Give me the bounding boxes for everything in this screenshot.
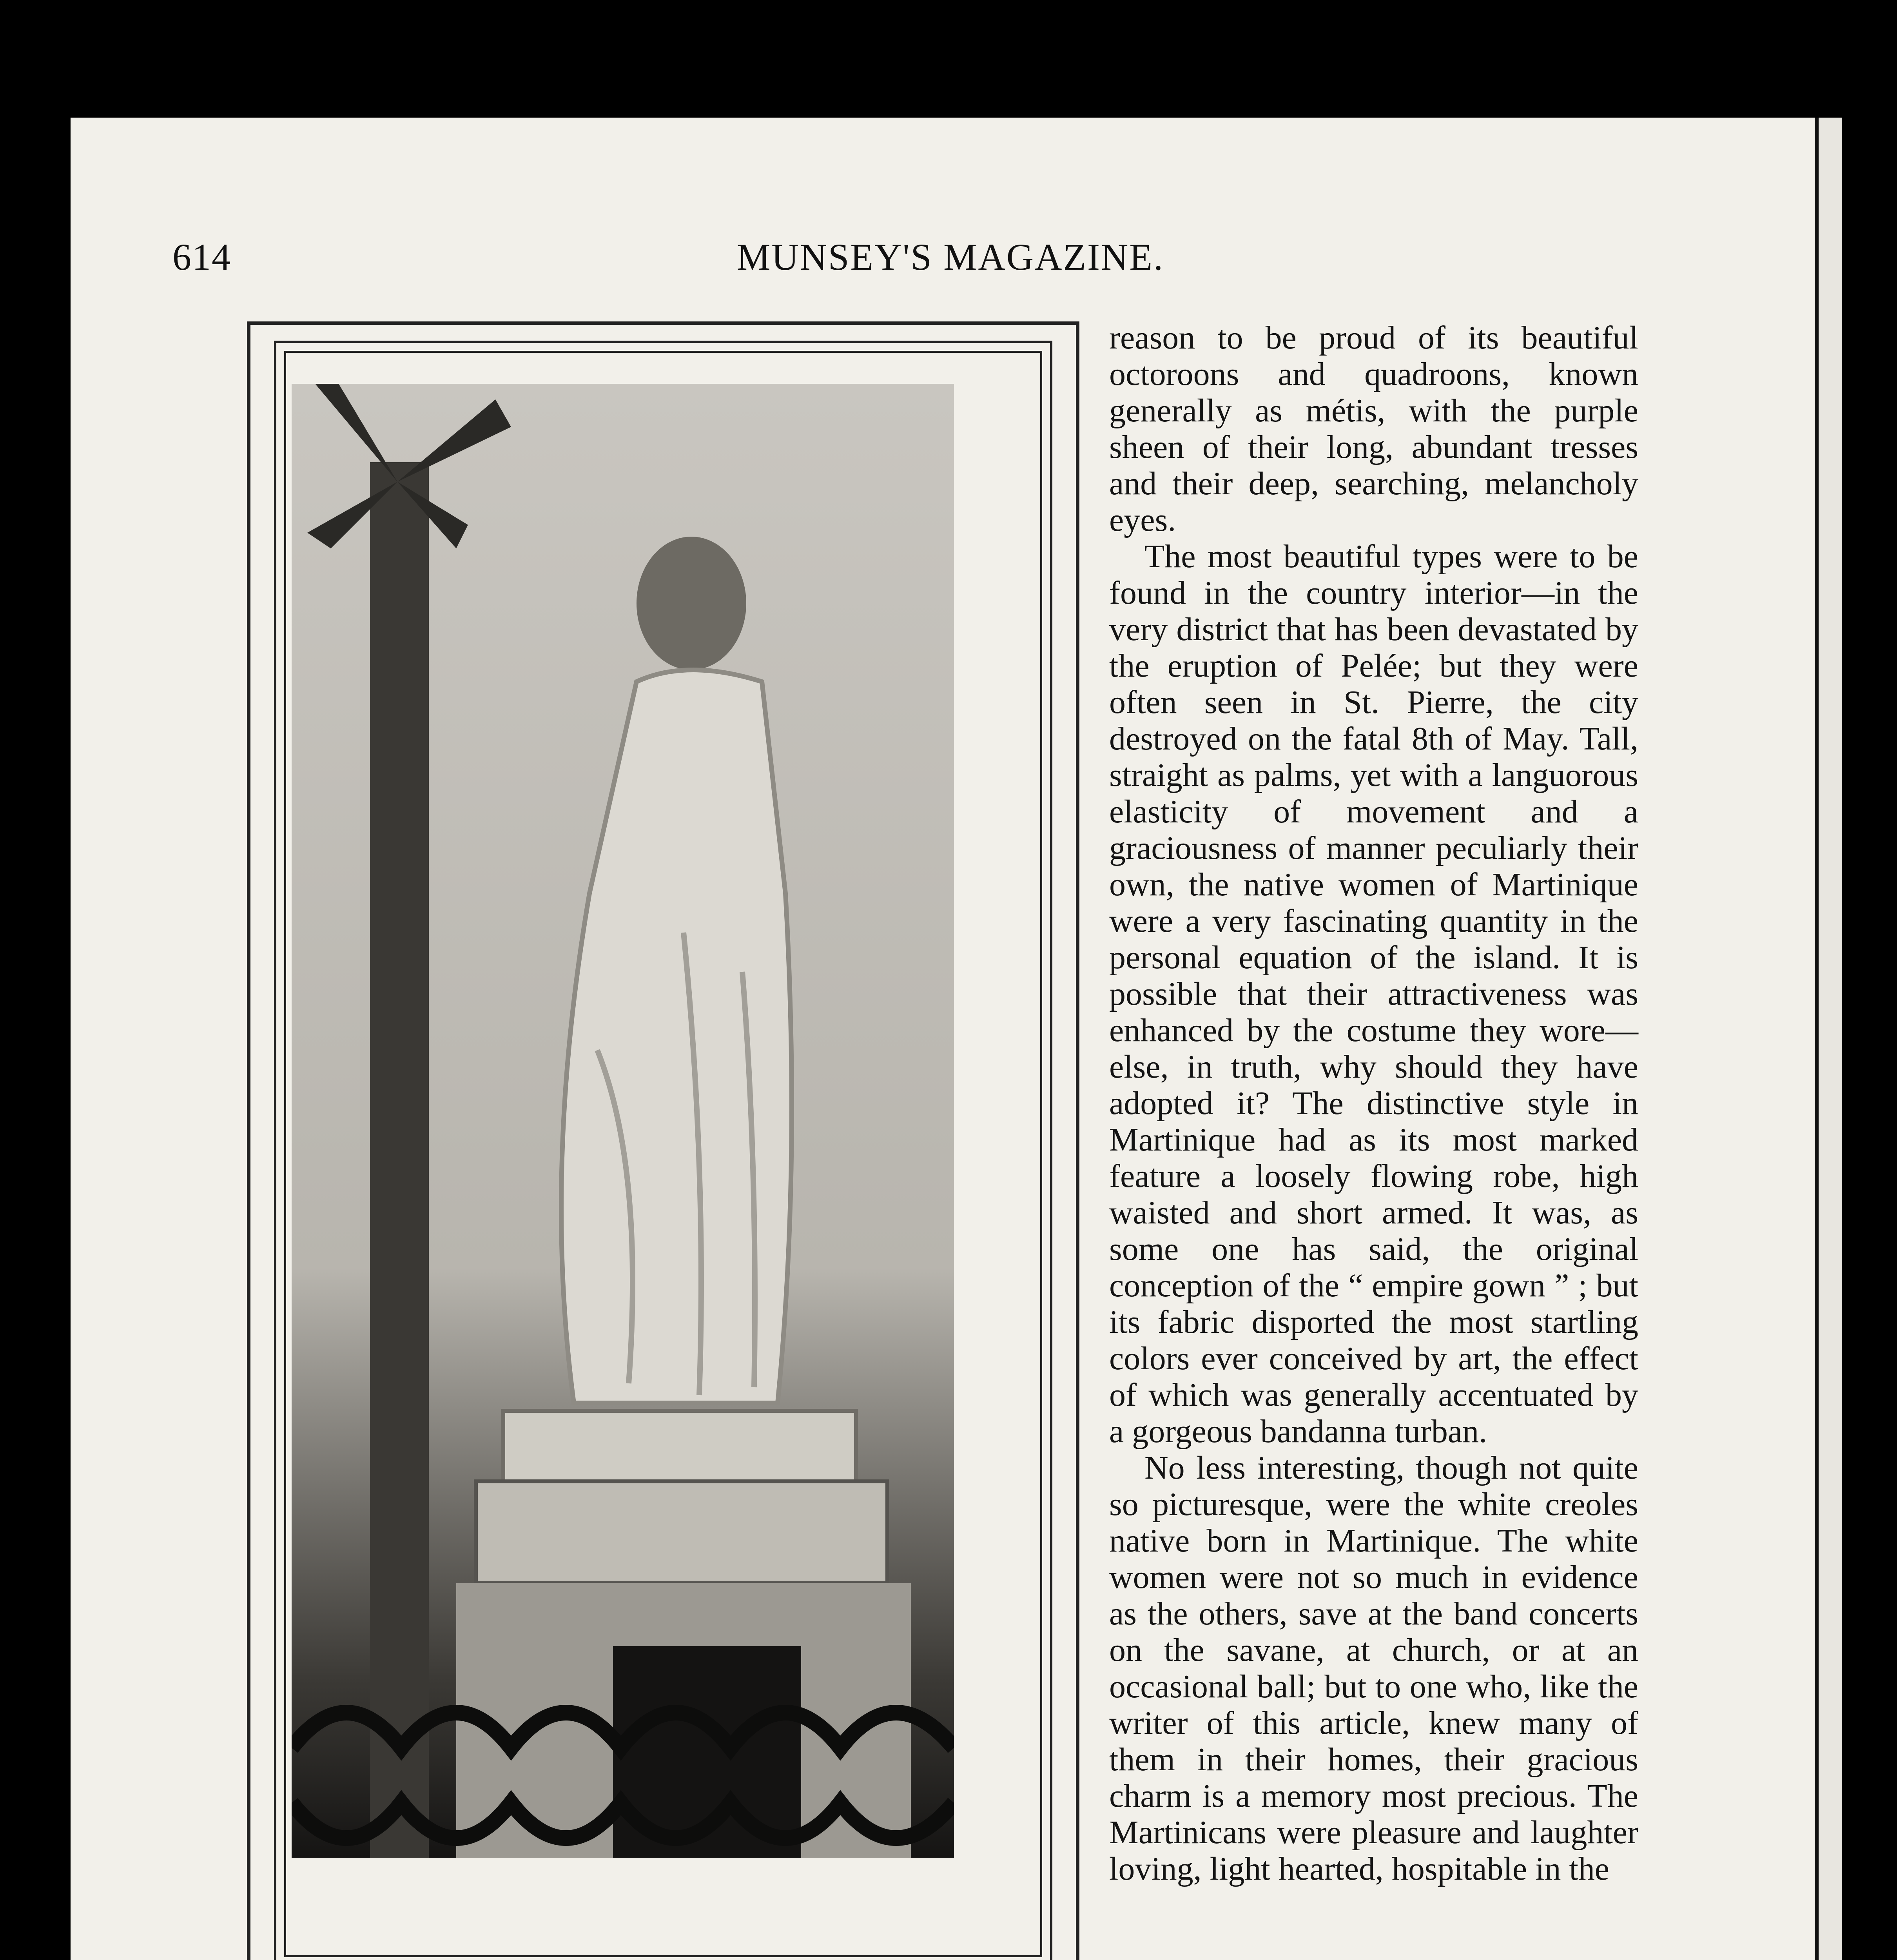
statue-image <box>292 384 954 1858</box>
paragraph: The most beautiful types were to be found in the country interior—in the very district that has been devastated by the eruption of Pelée; but they were often seen in St. Pierre, the city destroyed on the fatal 8th of May. Tall, straight as palms, yet with a languorous elasticity of movement and a graciousness of manner peculiarly their own, the native women of Martinique were a very fascinating quantity in the personal equation of the island. It is possible that their attractiveness was enhanced by the costume they wore—else, in truth, why should they have adopted it? The distinctive style in Martinique had as its most marked feature a loosely flowing robe, high waisted and short armed. It was, as some one has said, the original conception of the “ empire gown ” ; but its fabric disported the most startling colors ever conceived by art, the effect of which was generally accentuated by a gorgeous bandanna turban. <box>1109 538 1638 1450</box>
illustration-frame <box>247 321 1079 1960</box>
page-number: 614 <box>172 236 231 278</box>
paragraph: No less interesting, though not quite so picturesque, were the white creoles native born in Martinique. The white women were not so much in evidence as the others, save at the band concerts on the savane, at church, or at an occasional ball; but to one who, like the writer of this article, knew many of them in their homes, their gracious charm is a memory most precious. The Martinicans were pleasure and laughter loving, light hearted, hospitable in the <box>1109 1450 1638 1887</box>
pedestal-cap <box>503 1411 856 1481</box>
statue-head <box>637 537 746 670</box>
paragraph: reason to be proud of its beautiful octoroons and quadroons, known generally as métis, with the purple sheen of their long, abundant tresses and their deep, searching, melancholy eyes. <box>1109 319 1638 538</box>
pedestal-frieze <box>476 1481 887 1583</box>
palm-trunk <box>370 462 429 1858</box>
statue-photograph <box>292 384 954 1858</box>
right-column-top <box>1109 319 1638 1887</box>
facing-page-edge <box>1819 118 1842 1960</box>
running-head: MUNSEY'S MAGAZINE. <box>737 236 1164 278</box>
